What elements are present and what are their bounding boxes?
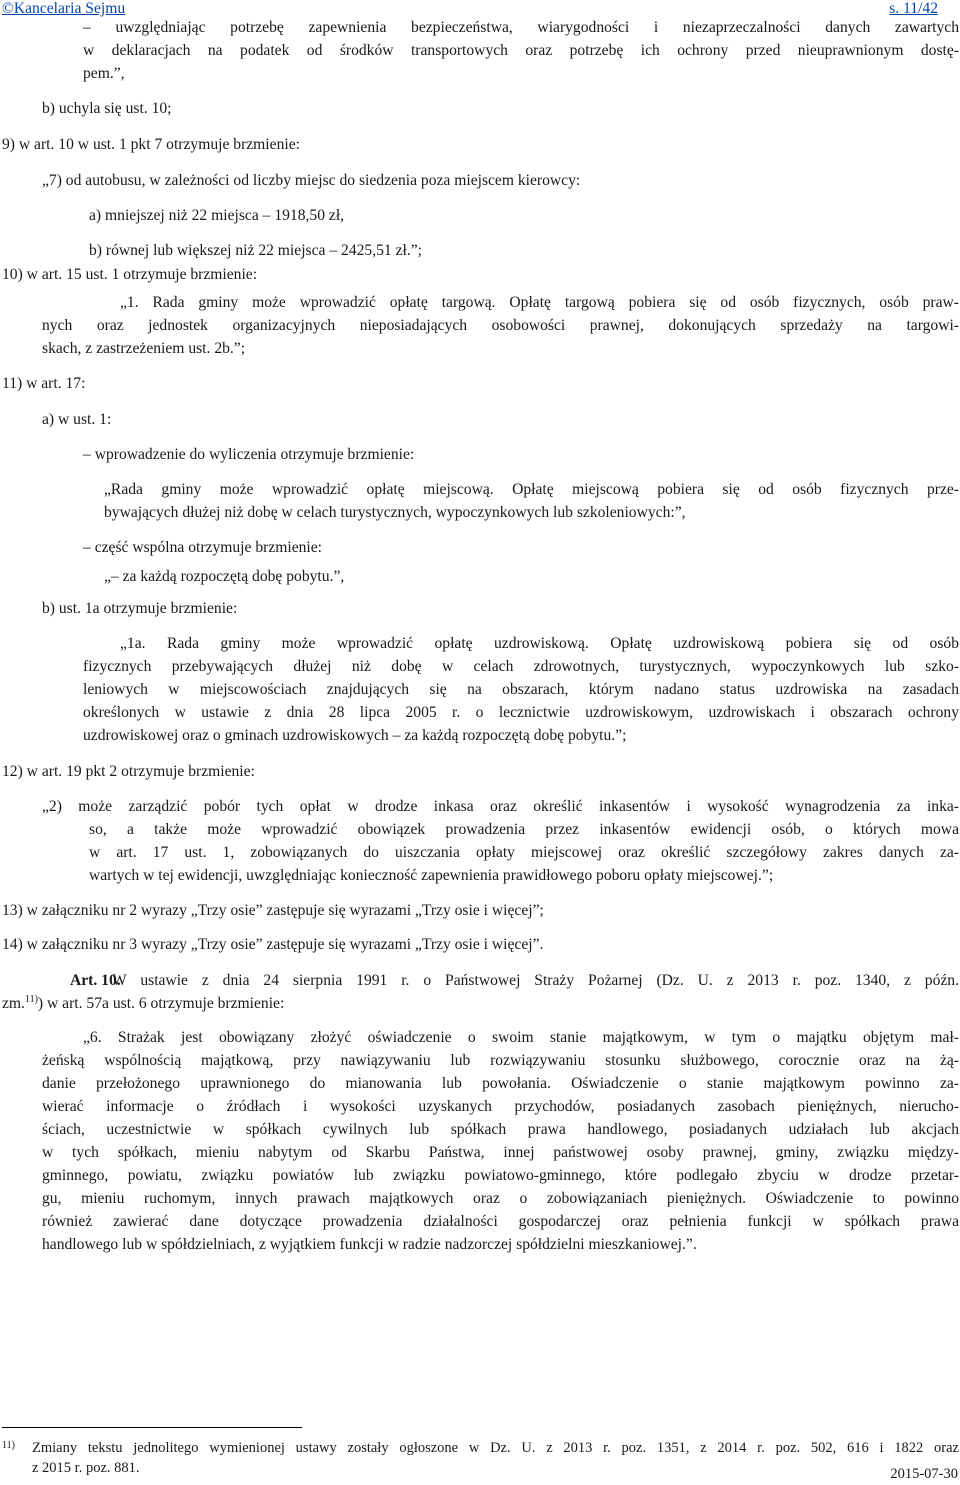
- text-line: wartych w tej ewidencji, uwzględniając konieczność zapewnienia prawidłowego poboru opłaty miejscowej.”;: [89, 867, 774, 884]
- text-line: ściach, uczestnictwie w spółkach cywilnych lub spółkach prawa handlowego, posiadanych udziałach lub akcjach: [42, 1121, 959, 1138]
- text-line: „– za każdą rozpoczętą dobę pobytu.”,: [104, 568, 345, 585]
- text-line: fizycznych przebywających dłużej niż dobę w celach zdrowotnych, turystycznych, wypoczynkowych lub szko-: [83, 658, 959, 675]
- text-line: gu, mieniu ruchomym, innych prawach majątkowych oraz o zobowiązaniach pieniężnych. Oświadczenie to powinno: [42, 1190, 959, 1207]
- text-line: nych oraz jednostek organizacyjnych nieposiadających osobowości prawnej, dokonujących sprzedaży na targowi-: [42, 317, 959, 334]
- text-line: so, a także może wprowadzić obowiązek prowadzenia przez inkasentów ewidencji osób, o których mowa: [89, 821, 959, 838]
- text-line: handlowego lub w spółdzielniach, z wyjątkiem funkcji w radzie nadzorczej spółdzielni mieszkaniowej.”.: [42, 1236, 697, 1253]
- footnote-ref-11[interactable]: 11): [24, 994, 38, 1005]
- text-line: w deklaracjach na podatek od środków transportowych oraz potrzebę ich ochrony przed nieuprawnionym dostę-: [83, 42, 959, 59]
- text-line: – uwzględniając potrzebę zapewnienia bezpieczeństwa, wiarygodności i niezaprzeczalności danych zawartych: [83, 19, 959, 36]
- text-line: b) równej lub większej niż 22 miejsca – 2425,51 zł.”;: [89, 242, 423, 259]
- text-line: a) mniejszej niż 22 miejsca – 1918,50 zł,: [89, 207, 345, 224]
- text-line: również zawierać dane dotyczące prowadzenia działalności gospodarczej oraz pełnienia funkcji w spółkach prawa: [42, 1213, 959, 1230]
- article-10-label: Art. 10.: [70, 972, 121, 989]
- text-line: – część wspólna otrzymuje brzmienie:: [83, 539, 323, 556]
- text-line: w art. 17 ust. 1, zobowiązanych do uiszczania opłaty miejscowej oraz określić szczegółowy zakres danych za-: [89, 844, 959, 861]
- text-line: 14) w załączniku nr 3 wyrazy „Trzy osie” zastępuje się wyrazami „Trzy osie i więcej”.: [2, 936, 544, 953]
- article-10-continuation: [2, 993, 284, 1015]
- text-line: żeńską wspólnością majątkową, przy nawiązywaniu lub rozwiązywaniu stosunku służbowego, corocznie oraz na żą-: [42, 1052, 959, 1069]
- text-line: gminnego, powiatu, związku powiatów lub związku powiatowo-gminnego, które podlegało zbyciu w drodze przetar-: [42, 1167, 959, 1184]
- footnote-line-2: z 2015 r. poz. 881.: [32, 1460, 140, 1476]
- text-line: 13) w załączniku nr 2 wyrazy „Trzy osie” zastępuje się wyrazami „Trzy osie i więcej”;: [2, 902, 544, 919]
- text-line: w tych spółkach, mieniu nabytym od Skarbu Państwa, innej państwowej osoby prawnej, gminy, związku między-: [42, 1144, 959, 1161]
- footnote-number: 11): [2, 1440, 15, 1451]
- article-10-prefix: zm.: [2, 995, 25, 1012]
- text-line: 9) w art. 10 w ust. 1 pkt 7 otrzymuje brzmienie:: [2, 136, 300, 153]
- article-10-suffix: ) w art. 57a ust. 6 otrzymuje brzmienie:: [37, 995, 285, 1012]
- text-line: „6. Strażak jest obowiązany złożyć oświadczenie o swoim stanie majątkowym, w tym o majątku objętym mał-: [83, 1029, 959, 1046]
- text-line: a) w ust. 1:: [42, 411, 112, 428]
- text-line: pem.”,: [83, 65, 125, 82]
- text-line: skach, z zastrzeżeniem ust. 2b.”;: [42, 340, 246, 357]
- text-line: „7) od autobusu, w zależności od liczby miejsc do siedzenia poza miejscem kierowcy:: [42, 172, 581, 189]
- footnote-line-1: Zmiany tekstu jednolitego wymienionej ustawy zostały ogłoszone w Dz. U. z 2013 r. poz. 1351, z 2014 r. poz. 502, 616 i 1822 oraz: [32, 1440, 959, 1456]
- text-line: wierać informacje o źródłach i wysokości uzyskanych przychodów, posiadanych zasobach pieniężnych, nierucho-: [42, 1098, 959, 1115]
- text-line: danie przełożonego uprawnionego do mianowania lub powołania. Oświadczenie o stanie majątkowym powinno za-: [42, 1075, 959, 1092]
- text-line: b) ust. 1a otrzymuje brzmienie:: [42, 600, 238, 617]
- text-line: uzdrowiskowej oraz o gminach uzdrowiskowych – za każdą rozpoczętą dobę pobytu.”;: [83, 727, 627, 744]
- text-line: 12) w art. 19 pkt 2 otrzymuje brzmienie:: [2, 763, 255, 780]
- text-line: b) uchyla się ust. 10;: [42, 100, 172, 117]
- text-line: 11) w art. 17:: [2, 375, 86, 392]
- text-line: leniowych w miejscowościach znajdujących się na obszarach, którym nadano status uzdrowiska na zasadach: [83, 681, 959, 698]
- page-number-link[interactable]: s. 11/42: [889, 0, 938, 17]
- text-line: „2) może zarządzić pobór tych opłat w drodze inkasa oraz określić inkasentów i wysokość wynagrodzenia za inka-: [42, 798, 959, 815]
- text-line: W ustawie z dnia 24 sierpnia 1991 r. o Państwowej Straży Pożarnej (Dz. U. z 2013 r. poz. 1340, z późn.: [112, 972, 959, 989]
- text-line: – wprowadzenie do wyliczenia otrzymuje brzmienie:: [83, 446, 415, 463]
- text-line: określonych w ustawie z dnia 28 lipca 2005 r. o lecznictwie uzdrowiskowym, uzdrowiskach i obszarach ochrony: [83, 704, 959, 721]
- text-line: „Rada gminy może wprowadzić opłatę miejscową. Opłatę miejscową pobiera się od osób fizycznych prze-: [104, 481, 959, 498]
- source-link[interactable]: ©Kancelaria Sejmu: [2, 0, 126, 17]
- date-stamp: 2015-07-30: [890, 1466, 958, 1482]
- text-line: „1. Rada gminy może wprowadzić opłatę targową. Opłatę targową pobiera się od osób fizycznych, osób praw-: [120, 294, 959, 311]
- text-line: „1a. Rada gminy może wprowadzić opłatę uzdrowiskową. Opłatę uzdrowiskową pobiera się od osób: [120, 635, 959, 652]
- text-line: 10) w art. 15 ust. 1 otrzymuje brzmienie:: [2, 266, 258, 283]
- footnote-divider: [2, 1427, 302, 1428]
- text-line: bywających dłużej niż dobę w celach turystycznych, wypoczynkowych lub szkoleniowych:”,: [104, 504, 686, 521]
